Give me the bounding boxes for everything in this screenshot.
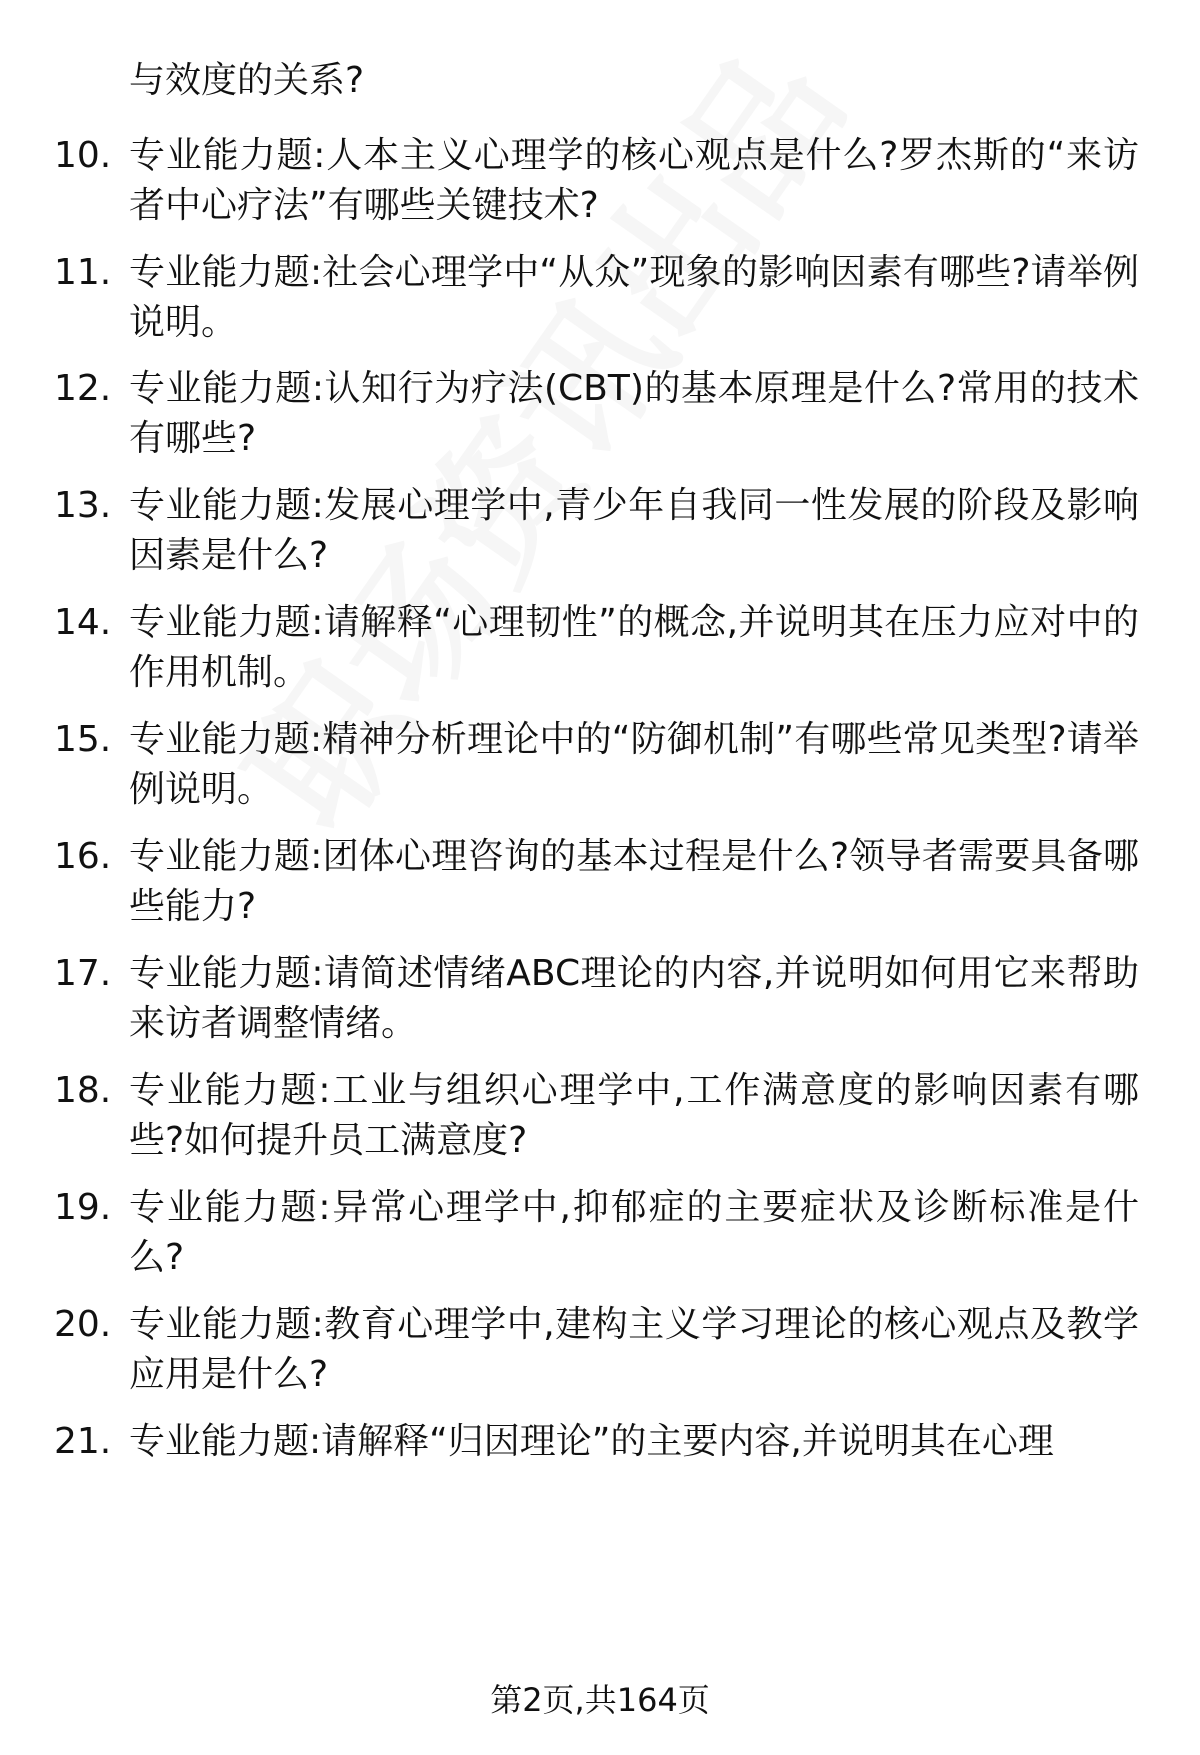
question-text: 专业能力题:请解释“归因理论”的主要内容,并说明其在心理	[129, 1421, 1054, 1462]
question-number: 13.	[54, 485, 112, 526]
page-footer: 第2页,共164页	[490, 1681, 710, 1719]
question-text: 专业能力题:工业与组织心理学中,工作满意度的影响因素有哪些?如何提升员工满意度?	[129, 1070, 1139, 1161]
question-number: 11.	[54, 252, 112, 293]
question-number: 18.	[54, 1070, 112, 1111]
continuation-text: 与效度的关系?	[129, 60, 365, 101]
question-item	[0, 481, 1200, 591]
question-text: 专业能力题:社会心理学中“从众”现象的影响因素有哪些?请举例说明。	[129, 252, 1139, 343]
question-item	[0, 598, 1200, 708]
question-item	[0, 1066, 1200, 1176]
question-item	[0, 1300, 1200, 1410]
question-text: 专业能力题:发展心理学中,青少年自我同一性发展的阶段及影响因素是什么?	[129, 485, 1139, 576]
question-text: 专业能力题:请简述情绪ABC理论的内容,并说明如何用它来帮助来访者调整情绪。	[129, 953, 1139, 1044]
question-number: 14.	[54, 602, 112, 643]
question-number: 17.	[54, 953, 112, 994]
question-item	[0, 715, 1200, 825]
question-number: 12.	[54, 368, 112, 409]
question-item	[0, 248, 1200, 358]
question-text: 专业能力题:请解释“心理韧性”的概念,并说明其在压力应对中的作用机制。	[129, 602, 1139, 693]
question-text: 专业能力题:人本主义心理学的核心观点是什么?罗杰斯的“来访者中心疗法”有哪些关键技术?	[129, 135, 1139, 226]
question-number: 10.	[54, 135, 112, 176]
question-item	[0, 1417, 1200, 1527]
question-text: 专业能力题:教育心理学中,建构主义学习理论的核心观点及教学应用是什么?	[129, 1304, 1139, 1395]
question-number: 20.	[54, 1304, 112, 1345]
question-number: 16.	[54, 836, 112, 877]
question-item	[0, 131, 1200, 241]
question-item	[0, 364, 1200, 474]
question-number: 19.	[54, 1187, 112, 1228]
question-item	[0, 949, 1200, 1059]
question-number: 21.	[54, 1421, 112, 1462]
question-text: 专业能力题:认知行为疗法(CBT)的基本原理是什么?常用的技术有哪些?	[129, 368, 1139, 459]
question-number: 15.	[54, 719, 112, 760]
question-text: 专业能力题:团体心理咨询的基本过程是什么?领导者需要具备哪些能力?	[129, 836, 1139, 927]
question-item	[0, 1183, 1200, 1293]
question-text: 专业能力题:精神分析理论中的“防御机制”有哪些常见类型?请举例说明。	[129, 719, 1139, 810]
question-item	[0, 832, 1200, 942]
question-text: 专业能力题:异常心理学中,抑郁症的主要症状及诊断标准是什么?	[129, 1187, 1139, 1278]
